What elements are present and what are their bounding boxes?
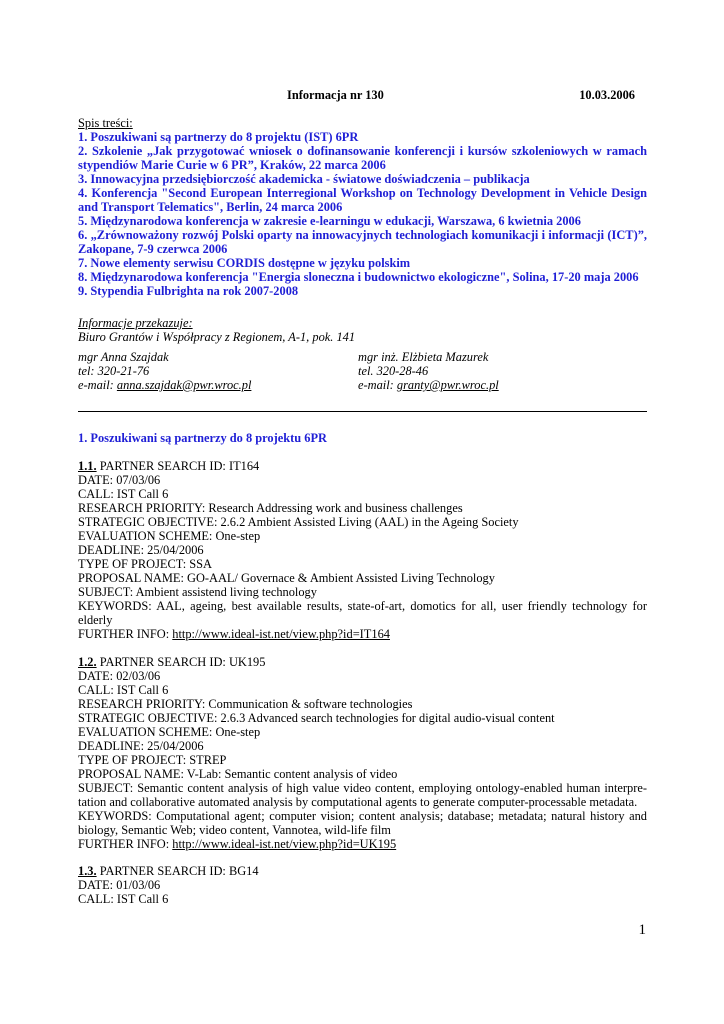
entry-line: KEYWORDS: Computational agent; computer vision; content analysis; database; metadata; natural history and bbox=[78, 809, 647, 823]
entry-line: CALL: IST Call 6 bbox=[78, 683, 169, 697]
entry-line: TYPE OF PROJECT: STREP bbox=[78, 753, 227, 767]
toc-item[interactable]: 9. Stypendia Fulbrighta na rok 2007-2008 bbox=[78, 284, 299, 298]
entry-line: TYPE OF PROJECT: SSA bbox=[78, 557, 212, 571]
entry-number: 1.2. bbox=[78, 655, 97, 669]
toc-item[interactable]: 7. Nowe elementy serwisu CORDIS dostępne w języku polskim bbox=[78, 256, 411, 270]
entry-line: KEYWORDS: AAL, ageing, best available results, state-of-art, domotics for all, user friendly technology for bbox=[78, 599, 647, 613]
entry-line: CALL: IST Call 6 bbox=[78, 892, 169, 906]
entry-head: PARTNER SEARCH ID: IT164 bbox=[96, 459, 260, 473]
contact-email-label: e-mail: bbox=[358, 378, 397, 392]
entry-number: 1.1. bbox=[78, 459, 97, 473]
entry-line: RESEARCH PRIORITY: Communication & software technologies bbox=[78, 697, 413, 711]
toc-item[interactable]: and Transport Telematics", Berlin, 24 marca 2006 bbox=[78, 200, 343, 214]
partner-search-entry bbox=[78, 864, 647, 906]
further-info-label: FURTHER INFO: bbox=[78, 837, 173, 851]
entry-head: PARTNER SEARCH ID: BG14 bbox=[96, 864, 259, 878]
entry-line: DATE: 02/03/06 bbox=[78, 669, 161, 683]
entry-line: DATE: 07/03/06 bbox=[78, 473, 161, 487]
info-provider-office: Biuro Grantów i Współpracy z Regionem, A-1, pok. 141 bbox=[78, 330, 356, 344]
entry-line: elderly bbox=[78, 613, 113, 627]
entry-line: SUBJECT: Semantic content analysis of high value video content, employing ontology-enabled human interpre- bbox=[78, 781, 647, 795]
partner-search-entry bbox=[78, 459, 647, 641]
partner-search-entry bbox=[78, 655, 647, 851]
page-number: 1 bbox=[638, 922, 646, 938]
toc-item[interactable]: 1. Poszukiwani są partnerzy do 8 projektu (IST) 6PR bbox=[78, 130, 359, 144]
toc-item[interactable]: 6. „Zrównoważony rozwój Polski oparty na innowacyjnych technologiach komunikacji i informacji (ICT)”, bbox=[78, 228, 647, 242]
entry-line: PROPOSAL NAME: V-Lab: Semantic content analysis of video bbox=[78, 767, 398, 781]
entry-line: RESEARCH PRIORITY: Research Addressing work and business challenges bbox=[78, 501, 463, 515]
entry-line: STRATEGIC OBJECTIVE: 2.6.2 Ambient Assisted Living (AAL) in the Ageing Society bbox=[78, 515, 519, 529]
document-header bbox=[78, 88, 647, 102]
entry-line: tation and collaborative automated analysis by computational agents to generate computer-processable metadata. bbox=[78, 795, 638, 809]
toc-item[interactable]: stypendiów Marie Curie w 6 PR”, Kraków, 22 marca 2006 bbox=[78, 158, 386, 172]
entry-head: PARTNER SEARCH ID: UK195 bbox=[96, 655, 266, 669]
contact-email-link[interactable]: granty@pwr.wroc.pl bbox=[396, 378, 499, 392]
toc-item[interactable]: Zakopane, 7-9 czerwca 2006 bbox=[78, 242, 228, 256]
toc-heading: Spis treści: bbox=[78, 116, 133, 130]
toc-item[interactable]: 2. Szkolenie „Jak przygotować wniosek o dofinansowanie konferencji i kursów szkoleniowych w ramach bbox=[78, 144, 647, 158]
table-of-contents bbox=[78, 116, 647, 298]
toc-item[interactable]: 4. Konferencja "Second European Interregional Workshop on Technology Development in Vehicle Design bbox=[78, 186, 647, 200]
contact-right bbox=[358, 350, 499, 392]
entry-line: PROPOSAL NAME: GO-AAL/ Governace & Ambient Assisted Living Technology bbox=[78, 571, 495, 585]
entry-line: EVALUATION SCHEME: One-step bbox=[78, 529, 261, 543]
entry-line: EVALUATION SCHEME: One-step bbox=[78, 725, 261, 739]
contact-name: mgr inż. Elżbieta Mazurek bbox=[358, 350, 489, 364]
toc-item[interactable]: 5. Międzynarodowa konferencja w zakresie e-learningu w edukacji, Warszawa, 6 kwietnia 2006 bbox=[78, 214, 581, 228]
entry-line: biology, Semantic Web; video content, Vannotea, wild-life film bbox=[78, 823, 391, 837]
toc-item[interactable]: 8. Międzynarodowa konferencja "Energia sloneczna i budownictwo ekologiczne", Solina, 17-20 maja 2006 bbox=[78, 270, 639, 284]
entry-line: DEADLINE: 25/04/2006 bbox=[78, 739, 204, 753]
contact-tel: tel: 320-21-76 bbox=[78, 364, 150, 378]
entry-line: SUBJECT: Ambient assistend living technology bbox=[78, 585, 317, 599]
entry-line: CALL: IST Call 6 bbox=[78, 487, 169, 501]
contact-tel: tel. 320-28-46 bbox=[358, 364, 429, 378]
further-info-link[interactable]: http://www.ideal-ist.net/view.php?id=IT164 bbox=[172, 627, 390, 641]
section-1 bbox=[78, 431, 647, 445]
further-info-link[interactable]: http://www.ideal-ist.net/view.php?id=UK195 bbox=[172, 837, 397, 851]
entry-number: 1.3. bbox=[78, 864, 97, 878]
contact-email-label: e-mail: bbox=[78, 378, 117, 392]
entry-line: DEADLINE: 25/04/2006 bbox=[78, 543, 204, 557]
info-provider bbox=[78, 316, 647, 344]
entry-line: DATE: 01/03/06 bbox=[78, 878, 161, 892]
section-1-title: 1. Poszukiwani są partnerzy do 8 projektu 6PR bbox=[78, 431, 327, 445]
contact-email-link[interactable]: anna.szajdak@pwr.wroc.pl bbox=[116, 378, 252, 392]
toc-list bbox=[78, 130, 647, 298]
further-info-label: FURTHER INFO: bbox=[78, 627, 173, 641]
contact-left bbox=[78, 350, 251, 392]
info-date: 10.03.2006 bbox=[579, 88, 635, 102]
horizontal-divider bbox=[78, 411, 647, 412]
info-number-title: Informacja nr 130 bbox=[287, 88, 384, 102]
info-provider-label: Informacje przekazuje: bbox=[78, 316, 193, 330]
toc-item[interactable]: 3. Innowacyjna przedsiębiorczość akademicka - światowe doświadczenia – publikacja bbox=[78, 172, 530, 186]
entry-line: STRATEGIC OBJECTIVE: 2.6.3 Advanced search technologies for digital audio-visual content bbox=[78, 711, 555, 725]
contact-name: mgr Anna Szajdak bbox=[78, 350, 169, 364]
